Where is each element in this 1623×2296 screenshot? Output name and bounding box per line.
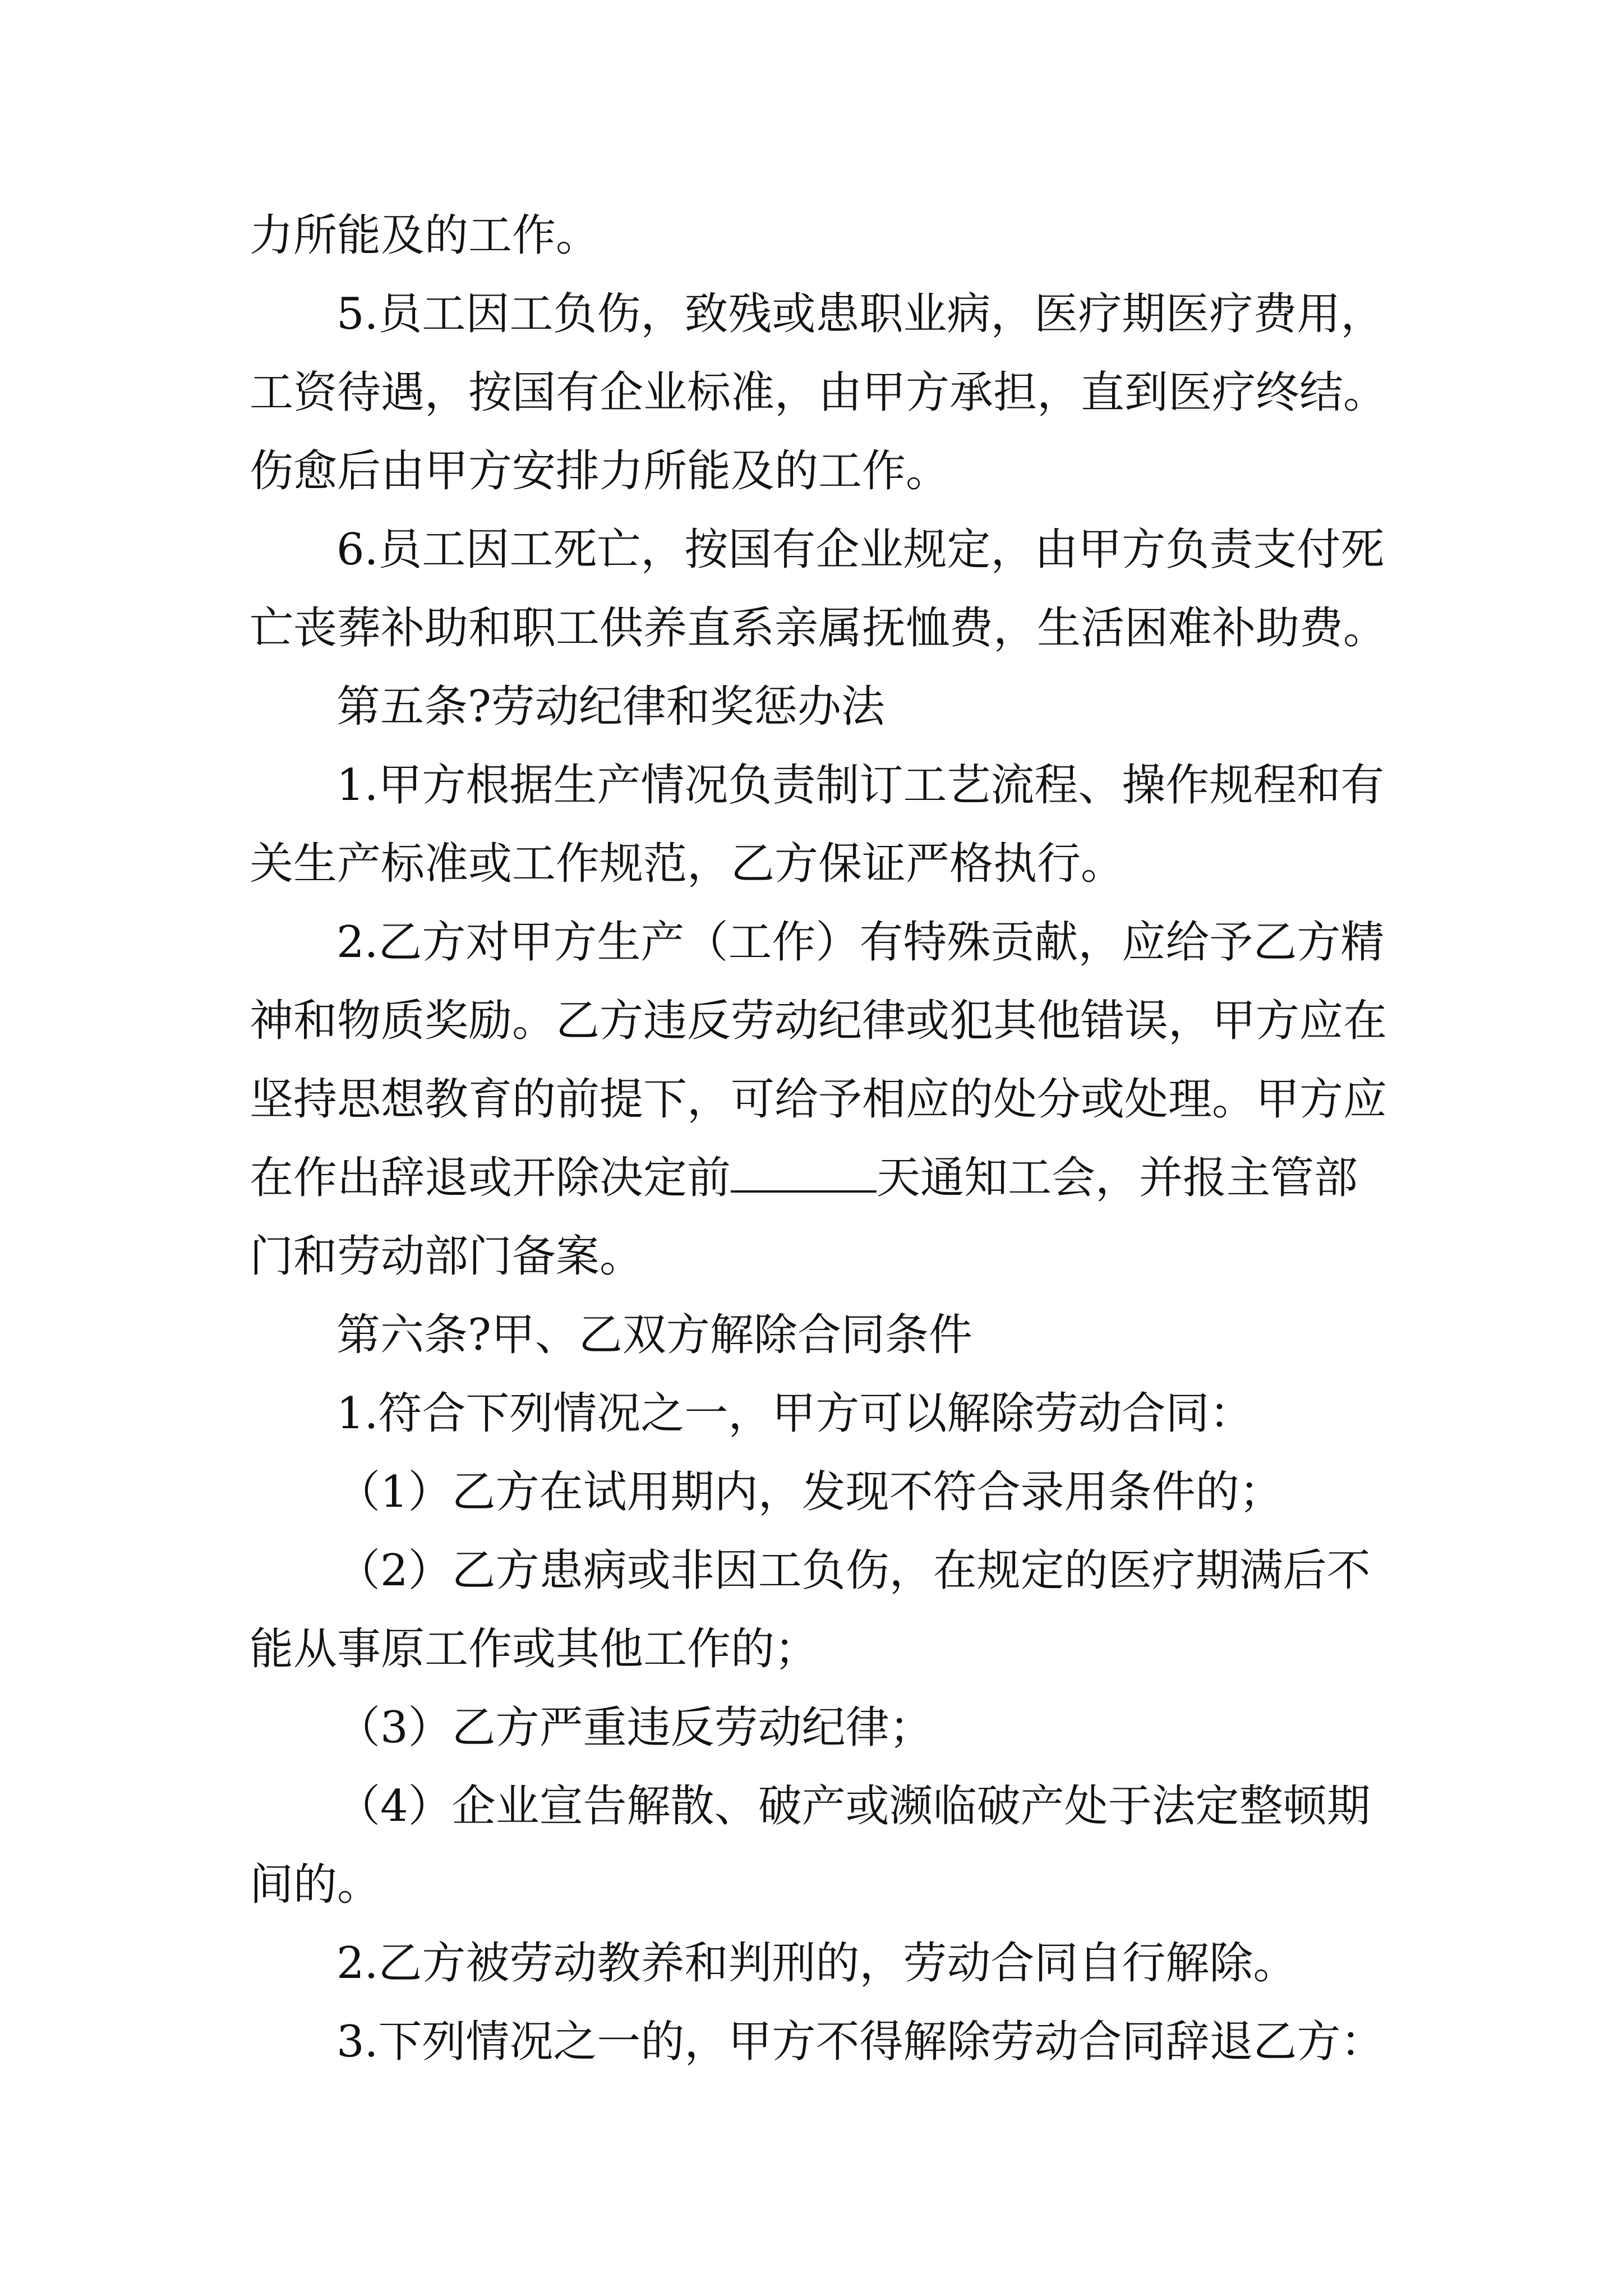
text-line: 3.下列情况之一的，甲方不得解除劳动合同辞退乙方：	[336, 2017, 1385, 2067]
text-line: 1.符合下列情况之一，甲方可以解除劳动合同：	[336, 1388, 1253, 1439]
text-line: 5.员工因工负伤，致残或患职业病，医疗期医疗费用，	[336, 289, 1385, 339]
section-heading: 第五条?劳动纪律和奖惩办法	[336, 682, 885, 732]
text-line: （4）企业宣告解散、破产或濒临破产处于法定整顿期	[336, 1781, 1371, 1832]
text-line: 能从事原工作或其他工作的；	[250, 1624, 819, 1674]
text-line: 坚持思想教育的前提下，可给予相应的处分或处理。甲方应	[250, 1074, 1387, 1125]
text-segment: 在作出辞退或开除决定前	[250, 1153, 731, 1203]
text-line: 伤愈后由甲方安排力所能及的工作。	[250, 446, 950, 496]
text-line: 门和劳动部门备案。	[250, 1231, 644, 1282]
text-line: 间的。	[250, 1860, 381, 1910]
section-heading: 第六条?甲、乙双方解除合同条件	[336, 1310, 972, 1360]
text-line: （2）乙方患病或非因工负伤，在规定的医疗期满后不	[336, 1545, 1371, 1596]
text-line: 工资待遇，按国有企业标准，由甲方承担，直到医疗终结。	[250, 367, 1387, 418]
text-segment: 天通知工会，并报主管部	[877, 1153, 1358, 1203]
text-line: 6.员工因工死亡，按国有企业规定，由甲方负责支付死	[336, 524, 1385, 575]
text-line: 1.甲方根据生产情况负责制订工艺流程、操作规程和有	[336, 760, 1385, 811]
text-line: 神和物质奖励。乙方违反劳动纪律或犯其他错误，甲方应在	[250, 996, 1387, 1046]
text-line: 亡丧葬补助和职工供养直系亲属抚恤费，生活困难补助费。	[250, 603, 1387, 654]
text-line: 2.乙方被劳动教养和判刑的，劳动合同自行解除。	[336, 1938, 1297, 1989]
text-line: （1）乙方在试用期内，发现不符合录用条件的；	[336, 1467, 1283, 1517]
text-line: 2.乙方对甲方生产（工作）有特殊贡献，应给予乙方精	[336, 917, 1385, 968]
fill-in-blank[interactable]	[731, 1153, 877, 1193]
text-line: （3）乙方严重违反劳动纪律；	[336, 1703, 933, 1753]
text-line: 力所能及的工作。	[250, 210, 600, 261]
text-line-with-blank	[250, 1150, 1623, 1206]
text-line: 关生产标准或工作规范，乙方保证严格执行。	[250, 839, 1125, 889]
